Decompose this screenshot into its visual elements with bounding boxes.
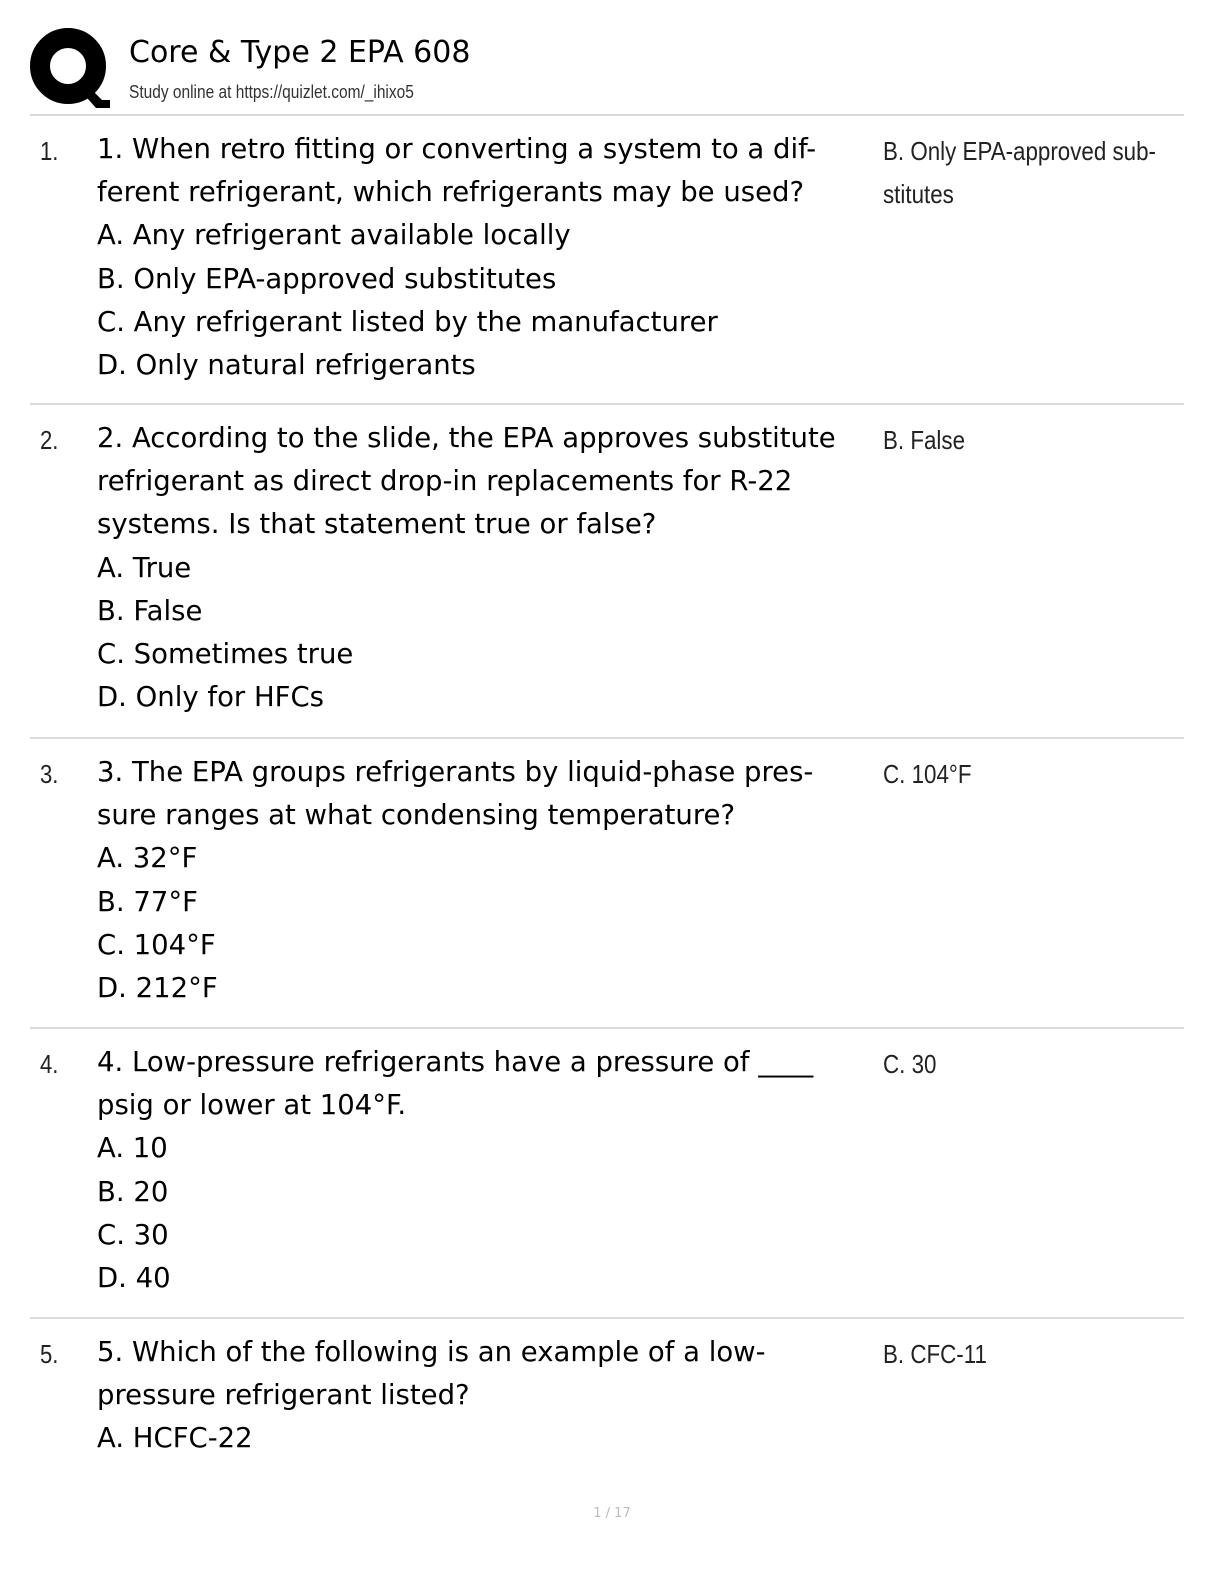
- question-line: 1. When retro fitting or converting a system to a dif-: [97, 133, 817, 165]
- question-line: 2. According to the slide, the EPA approves substitute: [97, 422, 836, 454]
- question-number: 3.: [40, 759, 59, 789]
- question-item: [30, 1029, 1184, 1319]
- option-line: D. Only natural refrigerants: [97, 349, 476, 382]
- option-line: A. True: [97, 551, 192, 584]
- question-text: [97, 128, 882, 387]
- question-text: [97, 1041, 882, 1300]
- study-online-link[interactable]: Study online at https://quizlet.com/_ihixo5: [129, 82, 414, 102]
- page-number: 1 / 17: [593, 1506, 631, 1521]
- answer-line: C. 104°F: [883, 759, 972, 789]
- option-line: D. 40: [97, 1262, 171, 1295]
- option-line: C. 30: [97, 1218, 169, 1251]
- question-text: [97, 417, 882, 719]
- answer-line: B. CFC-11: [883, 1339, 987, 1369]
- question-item: [30, 739, 1184, 1029]
- option-line: D. Only for HFCs: [97, 681, 324, 714]
- question-line: 3. The EPA groups refrigerants by liquid-phase pres-: [97, 756, 814, 788]
- option-line: A. 10: [97, 1132, 168, 1165]
- answer-line: C. 30: [883, 1049, 937, 1079]
- question-line: 4. Low-pressure refrigerants have a pressure of ____: [97, 1046, 814, 1078]
- question-number: 1.: [40, 136, 59, 166]
- option-line: B. False: [97, 594, 203, 627]
- question-line: ferent refrigerant, which refrigerants may be used?: [97, 176, 805, 209]
- answer-text: [883, 1043, 1141, 1086]
- question-line: systems. Is that statement true or false?: [97, 508, 657, 541]
- answer-line: B. False: [883, 425, 966, 455]
- question-text: [97, 751, 882, 1010]
- page-title: Core & Type 2 EPA 608: [129, 35, 471, 70]
- option-line: B. Only EPA-approved substitutes: [97, 262, 557, 295]
- option-line: C. Any refrigerant listed by the manufacturer: [97, 305, 718, 338]
- answer-text: [883, 419, 1141, 462]
- question-number: 5.: [40, 1339, 59, 1369]
- question-item: [30, 116, 1184, 405]
- question-number: 2.: [40, 425, 59, 455]
- answer-text: [883, 753, 1141, 796]
- question-line: pressure refrigerant listed?: [97, 1379, 470, 1412]
- question-item: [30, 405, 1184, 739]
- option-line: D. 212°F: [97, 972, 218, 1005]
- question-line: 5. Which of the following is an example of a low-: [97, 1336, 766, 1368]
- question-line: refrigerant as direct drop-in replacements for R-22: [97, 465, 793, 498]
- answer-text: [883, 1333, 1141, 1376]
- answer-line: stitutes: [883, 179, 954, 209]
- option-line: C. 104°F: [97, 928, 216, 961]
- quizlet-q-logo-icon: [30, 28, 110, 108]
- question-number: 4.: [40, 1049, 59, 1079]
- question-line: psig or lower at 104°F.: [97, 1089, 407, 1122]
- option-line: B. 20: [97, 1175, 169, 1208]
- option-line: A. 32°F: [97, 842, 198, 875]
- question-list: [30, 116, 1184, 1479]
- option-line: A. HCFC-22: [97, 1422, 253, 1455]
- answer-text: [883, 130, 1157, 216]
- option-line: A. Any refrigerant available locally: [97, 219, 571, 252]
- option-line: C. Sometimes true: [97, 638, 354, 671]
- question-text: [97, 1331, 882, 1461]
- question-line: sure ranges at what condensing temperature?: [97, 799, 736, 832]
- answer-line: B. Only EPA-approved sub-: [883, 136, 1157, 166]
- page-header: [30, 28, 1184, 116]
- option-line: B. 77°F: [97, 885, 198, 918]
- question-item: [30, 1319, 1184, 1479]
